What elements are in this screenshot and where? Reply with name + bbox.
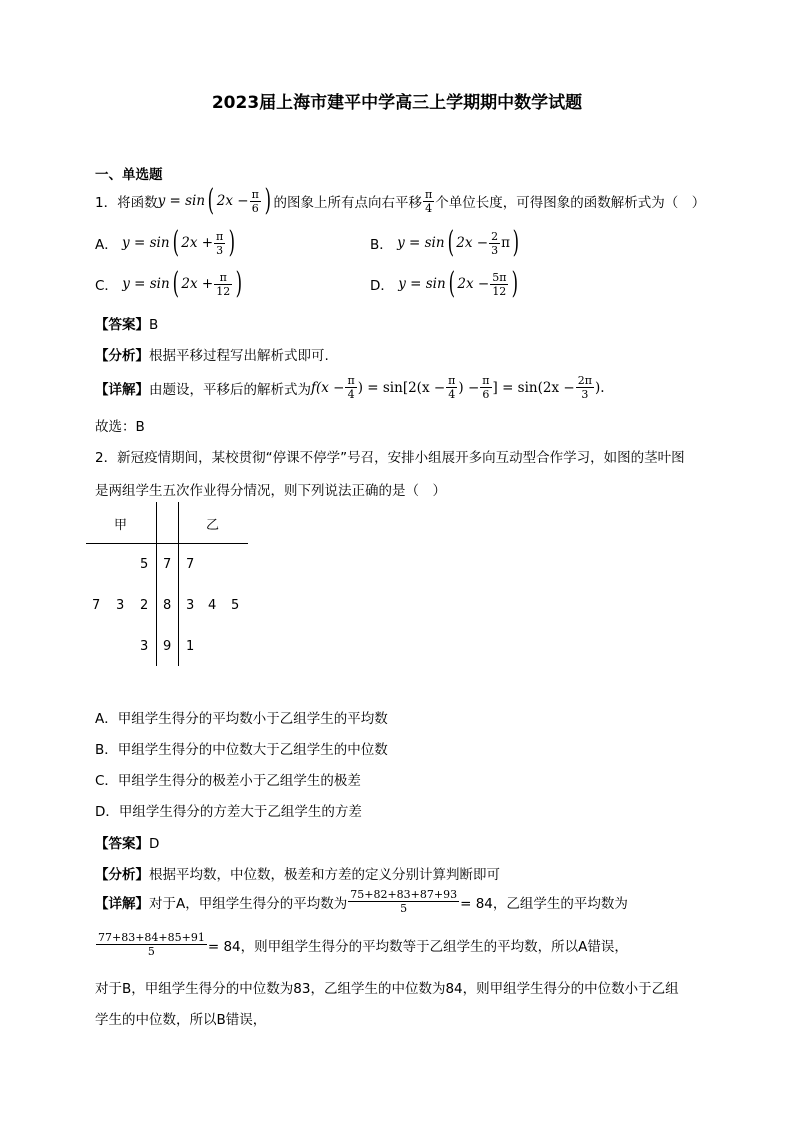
section-heading: 一、单选题 <box>95 167 163 183</box>
q1-shift-frac: $\frac{\pi}{4}$ <box>425 187 433 215</box>
stem-line-left <box>156 544 157 666</box>
q2-option-d: D．甲组学生得分的方差大于乙组学生的方差 <box>95 804 362 820</box>
q1-analysis: 【分析】根据平移过程写出解析式即可. <box>95 348 329 364</box>
right-header: 乙 <box>206 518 220 533</box>
divider-top-left <box>156 502 157 544</box>
leaf-right: 1 <box>186 639 195 654</box>
stem-line-right <box>178 544 179 666</box>
q1-answer: 【答案】B <box>95 317 159 333</box>
q2-option-c: C．甲组学生得分的极差小于乙组学生的极差 <box>95 773 361 789</box>
q1-option-d: D． y = sin ( 2x − $\frac{5\pi}{12}$ ) <box>370 266 519 301</box>
q1-option-c: C． y = sin ( 2x + $\frac{\pi}{12}$ ) <box>95 266 243 301</box>
leaf-left: 2 <box>140 598 149 613</box>
q1-option-a: A． y = sin ( 2x + $\frac{\pi}{3}$ ) <box>95 225 236 260</box>
q2-option-a: A．甲组学生得分的平均数小于乙组学生的平均数 <box>95 711 388 727</box>
stem: 7 <box>163 557 172 572</box>
q2-line2: 是两组学生五次作业得分情况，则下列说法正确的是（ ） <box>95 483 446 499</box>
q1-detail: 【详解】 由题设，平移后的解析式为 f(x − $\frac{\pi}{4}$ ) = sin[2(x − $\frac{\pi}{4}$ ) − $\frac{\pi}{6}$ ] = sin(2x − $\frac{2\pi}{3}$ ). <box>95 374 605 401</box>
leaf-left: 7 <box>92 598 101 613</box>
q1-stem: 1． 将函数 y = sin ( 2x − $\frac{\pi}{6}$ ) 的图象上所有点向右平移 $\frac{\pi}{4}$ 个单位长度，可得图象的函数解析式为（ ） <box>95 183 706 218</box>
header-rule <box>86 543 248 544</box>
q2-detail-line1: 【详解】 对于A，甲组学生得分的平均数为 $\frac{75+82+83+87+93}{5}$ = 84，乙组学生的平均数为 <box>95 888 628 915</box>
q1-pre: 将函数 <box>117 195 158 211</box>
stem: 9 <box>163 639 172 654</box>
left-header: 甲 <box>114 518 128 533</box>
q1-conclusion: 故选：B <box>95 419 145 435</box>
leaf-right: 5 <box>231 598 240 613</box>
q1-option-b: B． y = sin ( 2x − $\frac{2}{3}$ π ) <box>370 225 520 260</box>
stem: 8 <box>163 598 172 613</box>
q2-detail-line2: $\frac{77+83+84+85+91}{5}$ = 84，则甲组学生得分的平均数等于乙组学生的平均数，所以A错误， <box>98 931 628 958</box>
q1-number: 1． <box>95 195 118 211</box>
q1-post: 个单位长度，可得图象的函数解析式为（ ） <box>435 195 706 211</box>
leaf-right: 4 <box>208 598 217 613</box>
q2-line1: 2．新冠疫情期间，某校贯彻“停课不停学”号召，安排小组展开多向互动型合作学习，如图的茎叶图 <box>95 450 685 466</box>
leaf-left: 3 <box>140 639 149 654</box>
leaf-left: 5 <box>140 557 149 572</box>
q1-mid: 的图象上所有点向右平移 <box>273 195 423 211</box>
q2-answer: 【答案】D <box>95 836 160 852</box>
q1-fn: y = sin <box>157 193 206 209</box>
q1-inner: 2x − <box>216 193 249 209</box>
q2-detail-line3: 对于B，甲组学生得分的中位数为83，乙组学生的中位数为84，则甲组学生得分的中位数小于乙组 <box>95 981 679 997</box>
leaf-left: 3 <box>116 598 125 613</box>
divider-top-right <box>178 502 179 544</box>
q2-detail-line4: 学生的中位数，所以B错误， <box>95 1012 267 1028</box>
page-title: 2023届上海市建平中学高三上学期期中数学试题 <box>211 93 583 113</box>
leaf-right: 7 <box>186 557 195 572</box>
q2-analysis: 【分析】根据平均数，中位数，极差和方差的定义分别计算判断即可 <box>95 867 500 883</box>
leaf-right: 3 <box>186 598 195 613</box>
q2-option-b: B．甲组学生得分的中位数大于乙组学生的中位数 <box>95 742 388 758</box>
q1-frac: $\frac{\pi}{6}$ <box>251 187 259 215</box>
